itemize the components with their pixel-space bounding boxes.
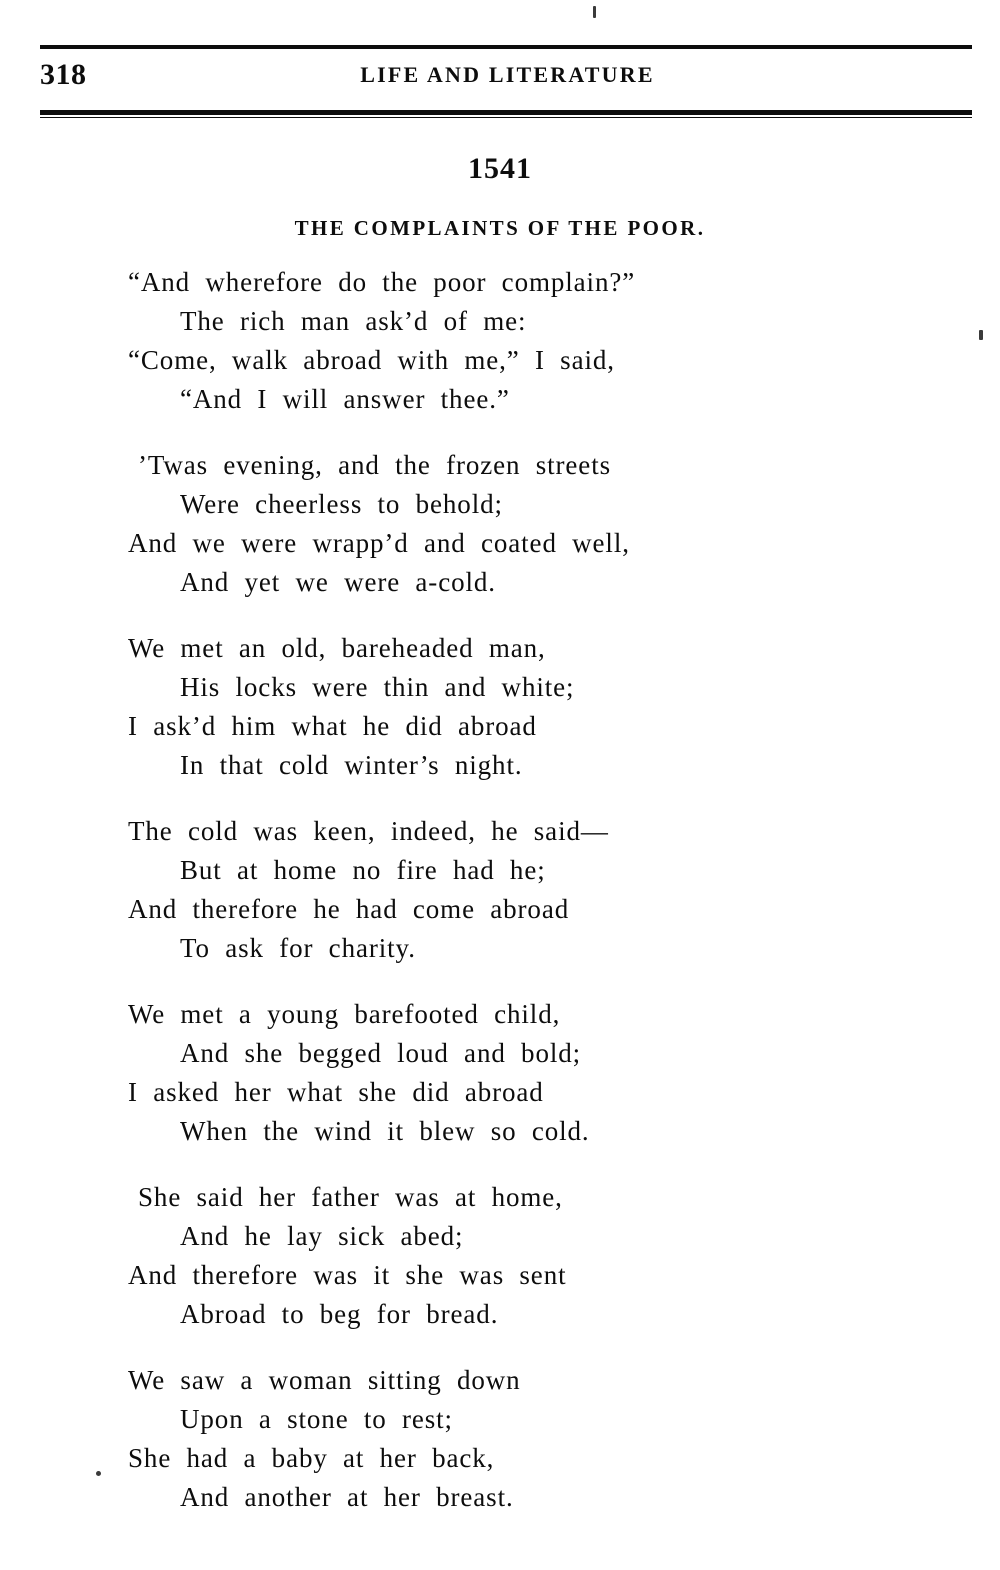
- stanza: [60, 263, 940, 419]
- poem-line: We met a young barefooted child,: [128, 999, 561, 1029]
- stanza: [60, 1178, 940, 1334]
- poem-line: I ask’d him what he did abroad: [128, 711, 537, 741]
- poem-number: 1541: [468, 152, 532, 185]
- poem-line: And we were wrapp’d and coated well,: [128, 528, 630, 558]
- running-head-title: LIFE AND LITERATURE: [360, 62, 655, 87]
- header-rule-bottom: [40, 110, 972, 115]
- stanza: [60, 995, 940, 1151]
- poem-line: We met an old, bareheaded man,: [128, 633, 546, 663]
- poem-line: “And wherefore do the poor complain?”: [128, 267, 636, 297]
- poem-line: When the wind it blew so cold.: [180, 1116, 590, 1146]
- poem-line: And therefore he had come abroad: [128, 894, 570, 924]
- scan-speck: [593, 6, 596, 18]
- poem-line: And yet we were a-cold.: [180, 567, 496, 597]
- poem-line: I asked her what she did abroad: [128, 1077, 544, 1107]
- poem-line: The rich man ask’d of me:: [180, 306, 527, 336]
- poem-line: She said her father was at home,: [138, 1182, 563, 1212]
- scan-speck: [96, 1471, 101, 1476]
- poem-line: The cold was keen, indeed, he said—: [128, 816, 609, 846]
- poem-line: And he lay sick abed;: [180, 1221, 464, 1251]
- stanza: [60, 446, 940, 602]
- poem-line: “Come, walk abroad with me,” I said,: [128, 345, 615, 375]
- stanza: [60, 812, 940, 968]
- poem-line: And another at her breast.: [180, 1482, 514, 1512]
- poem-line: Abroad to beg for bread.: [180, 1299, 499, 1329]
- poem-title: THE COMPLAINTS OF THE POOR.: [294, 216, 706, 240]
- header-rule-top: [40, 45, 972, 49]
- poem-line: And she begged loud and bold;: [180, 1038, 582, 1068]
- poem-line: But at home no fire had he;: [180, 855, 546, 885]
- poem-line: We saw a woman sitting down: [128, 1365, 521, 1395]
- poem-line: Were cheerless to behold;: [180, 489, 503, 519]
- poem-line: And therefore was it she was sent: [128, 1260, 567, 1290]
- page-number: 318: [40, 58, 87, 91]
- poem-line: To ask for charity.: [180, 933, 416, 963]
- stanza: [60, 1361, 940, 1517]
- page-header: [40, 55, 960, 101]
- scan-speck: [979, 330, 983, 340]
- poem-line: His locks were thin and white;: [180, 672, 575, 702]
- poem-line: In that cold winter’s night.: [180, 750, 523, 780]
- poem-line: She had a baby at her back,: [128, 1443, 495, 1473]
- poem-body: [60, 152, 940, 1544]
- poem-line: “And I will answer thee.”: [180, 384, 510, 414]
- poem-line: ’Twas evening, and the frozen streets: [138, 450, 612, 480]
- poem-line: Upon a stone to rest;: [180, 1404, 453, 1434]
- stanza: [60, 629, 940, 785]
